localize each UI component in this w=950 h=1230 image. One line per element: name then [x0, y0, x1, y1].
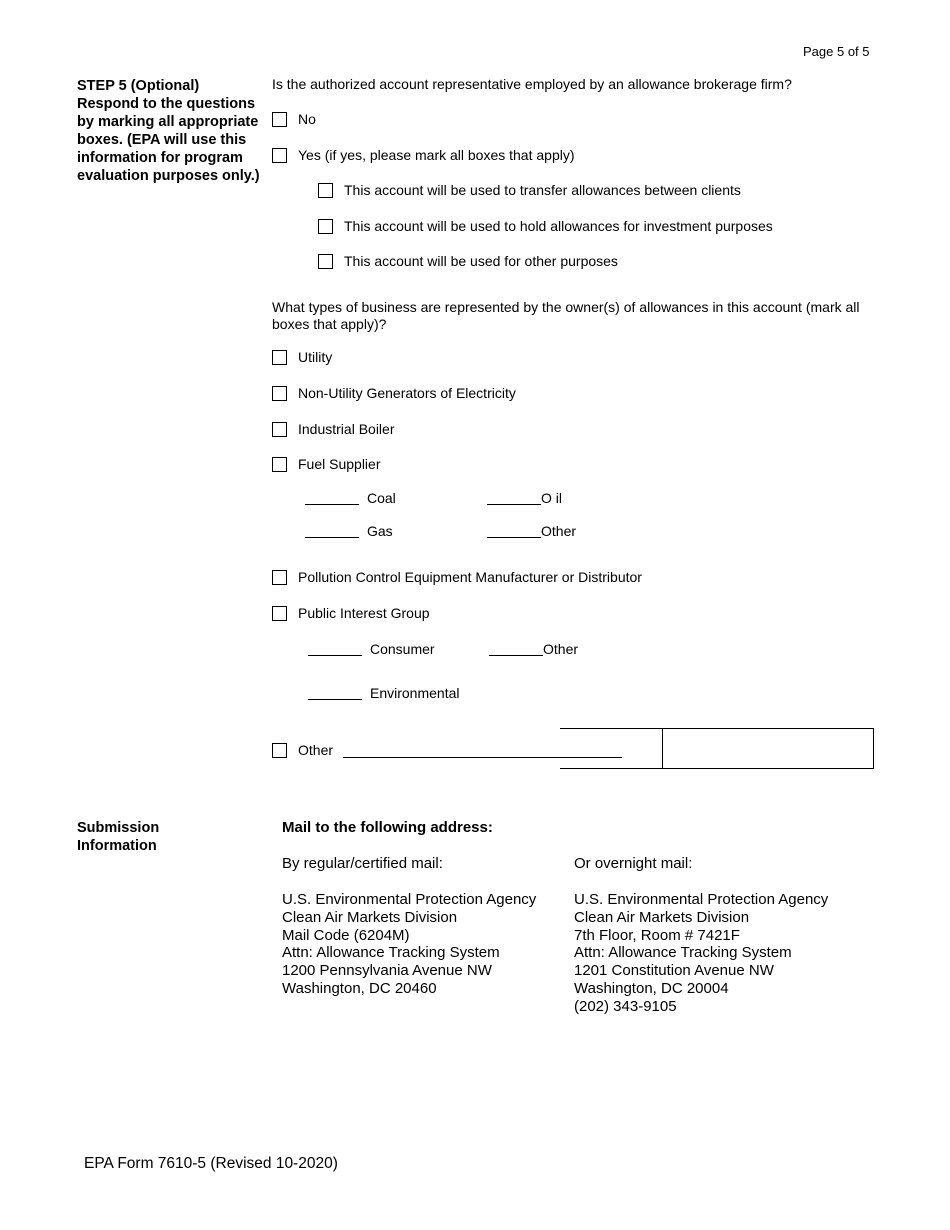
option-no-label: No — [298, 111, 316, 127]
option-industrial-boiler-label: Industrial Boiler — [298, 421, 395, 437]
hold-checkbox[interactable] — [318, 219, 333, 234]
page-number: Page 5 of 5 — [803, 44, 870, 59]
option-pollution-control-label: Pollution Control Equipment Manufacturer or Distributor — [298, 569, 642, 585]
option-other-label: Other — [298, 742, 334, 758]
address-line: 1201 Constitution Avenue NW — [574, 962, 774, 980]
address-line: U.S. Environmental Protection Agency — [574, 891, 829, 908]
fuel-supplier-checkbox[interactable] — [272, 457, 287, 472]
address-line: Clean Air Markets Division — [574, 908, 750, 926]
question-business-types: What types of business are represented by the owner(s) of allowances in this account (mark all boxes that apply)? — [272, 299, 860, 332]
fuel-other-blank[interactable] — [487, 523, 541, 538]
phone-line: (202) 343-9105 — [574, 997, 677, 1015]
option-fuel-supplier — [272, 456, 381, 472]
coal-label: Coal — [367, 490, 396, 506]
box-divider — [662, 728, 663, 769]
address-line: U.S. Environmental Protection Agency — [282, 891, 537, 908]
utility-checkbox[interactable] — [272, 350, 287, 365]
address-line: Washington, DC 20460 — [282, 979, 437, 997]
gas-label: Gas — [367, 523, 393, 539]
other-checkbox[interactable] — [272, 743, 287, 758]
option-other-purposes — [318, 253, 618, 269]
environmental-blank[interactable] — [308, 685, 362, 700]
public-interest-checkbox[interactable] — [272, 606, 287, 621]
option-other-purposes-label: This account will be used for other purposes — [344, 253, 618, 269]
box-bottom-border — [560, 768, 874, 769]
address-line: Clean Air Markets Division — [282, 908, 458, 926]
consumer-label: Consumer — [370, 641, 435, 657]
yes-checkbox[interactable] — [272, 148, 287, 163]
oil-blank[interactable] — [487, 490, 541, 505]
public-other-label: Other — [543, 641, 579, 657]
address-line: Attn: Allowance Tracking System — [282, 944, 500, 962]
box-right-border — [873, 728, 874, 769]
option-hold — [318, 218, 773, 234]
consumer-blank[interactable] — [308, 641, 362, 656]
regular-mail-heading: By regular/certified mail: — [282, 855, 443, 872]
box-top-border — [560, 728, 874, 729]
form-footer: EPA Form 7610-5 (Revised 10-2020) — [84, 1155, 338, 1172]
mail-title: Mail to the following address: — [282, 819, 493, 836]
address-line: Mail Code (6204M) — [282, 926, 410, 944]
other-purposes-checkbox[interactable] — [318, 254, 333, 269]
industrial-boiler-checkbox[interactable] — [272, 422, 287, 437]
overnight-mail-heading: Or overnight mail: — [574, 855, 693, 872]
other-text-line[interactable] — [343, 757, 622, 758]
address-line: 1200 Pennsylvania Avenue NW — [282, 962, 492, 980]
gas-blank[interactable] — [305, 523, 359, 538]
pollution-control-checkbox[interactable] — [272, 570, 287, 585]
address-line: 7th Floor, Room # 7421F — [574, 926, 740, 944]
no-checkbox[interactable] — [272, 112, 287, 127]
question-brokerage: Is the authorized account representative employed by an allowance brokerage firm? — [272, 76, 792, 92]
coal-blank[interactable] — [305, 490, 359, 505]
transfer-checkbox[interactable] — [318, 183, 333, 198]
environmental-label: Environmental — [370, 685, 460, 701]
option-utility — [272, 349, 332, 365]
option-non-utility-label: Non-Utility Generators of Electricity — [298, 385, 516, 401]
option-fuel-supplier-label: Fuel Supplier — [298, 456, 381, 472]
non-utility-checkbox[interactable] — [272, 386, 287, 401]
option-non-utility — [272, 385, 516, 401]
fuel-other-label: Other — [541, 523, 577, 539]
option-other — [272, 742, 333, 758]
option-transfer-label: This account will be used to transfer allowances between clients — [344, 182, 741, 198]
option-hold-label: This account will be used to hold allowances for investment purposes — [344, 218, 773, 234]
oil-label: O il — [541, 490, 562, 506]
option-transfer — [318, 182, 741, 198]
address-line: Attn: Allowance Tracking System — [574, 944, 792, 962]
regular-mail-address — [282, 891, 536, 998]
option-no — [272, 111, 316, 127]
submission-label: Submission Information — [77, 820, 160, 854]
option-yes-label: Yes (if yes, please mark all boxes that apply) — [298, 147, 575, 163]
public-other-blank[interactable] — [489, 641, 543, 656]
option-utility-label: Utility — [298, 349, 333, 365]
step5-label: STEP 5 (Optional) Respond to the questions by marking all appropriate boxes. (EPA will use this information for program evaluation purposes only.) — [77, 78, 260, 184]
option-industrial-boiler — [272, 421, 395, 437]
option-public-interest — [272, 605, 430, 621]
option-yes — [272, 147, 575, 163]
option-pollution-control — [272, 569, 642, 585]
overnight-mail-address — [574, 891, 828, 1016]
option-public-interest-label: Public Interest Group — [298, 605, 430, 621]
address-line: Washington, DC 20004 — [574, 979, 729, 997]
